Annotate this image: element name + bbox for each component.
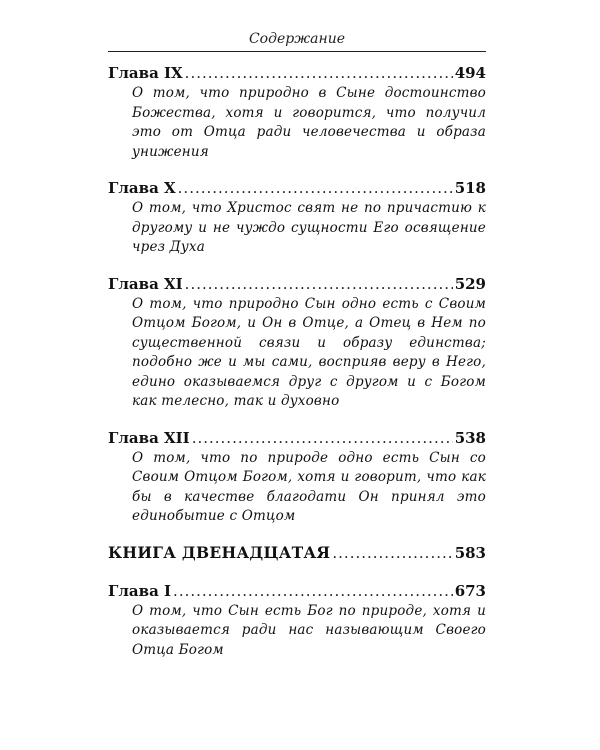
table-of-contents xyxy=(108,64,486,677)
chapter-label: Глава I xyxy=(108,581,172,600)
chapter-label: Глава X xyxy=(108,179,176,197)
chapter-description: О том, что природно Сын одно есть с Своим Отцом Богом, и Он в Отце, а Отец в Нем по существенной связи и образу единства; подобно же и мы сами, восприяв веру в Него, едино оказываемся друг с другом и с Богом как телесно, так и духовно xyxy=(132,295,486,409)
toc-entry-chapter-9 xyxy=(108,64,486,162)
toc-entry-chapter-1 xyxy=(108,582,486,661)
dot-leader xyxy=(173,582,453,600)
chapter-description: О том, что Христос свят не по причастию к другому и не чуждо сущности Его освящение чрез Духа xyxy=(132,200,486,255)
dot-leader xyxy=(178,179,453,197)
chapter-label: Глава XII xyxy=(108,428,190,447)
book-label: КНИГА ДВЕНАДЦАТАЯ xyxy=(108,542,331,562)
chapter-description: О том, что по природе одно есть Сын со Своим Отцом Богом, хотя и говорит, что как бы в качестве благодати Он принял это единобытие с Отцом xyxy=(132,449,486,524)
toc-entry-line[interactable] xyxy=(108,179,486,197)
toc-entry-line[interactable] xyxy=(108,275,486,293)
toc-entry-chapter-12 xyxy=(108,429,486,527)
toc-entry-chapter-11 xyxy=(108,275,486,412)
dot-leader xyxy=(192,429,453,447)
chapter-description: О том, что Сын есть Бог по природе, хотя и оказывается ради нас называющим Своего Отца Богом xyxy=(132,602,486,658)
toc-entry-line[interactable] xyxy=(108,429,486,447)
chapter-label: Глава XI xyxy=(108,274,183,293)
toc-entry-chapter-10 xyxy=(108,179,486,258)
running-head: Содержание xyxy=(248,31,346,47)
page-number: 583 xyxy=(454,543,486,562)
dot-leader xyxy=(185,64,453,82)
page-number: 529 xyxy=(454,274,486,293)
toc-entry-line[interactable] xyxy=(108,582,486,600)
page-number: 538 xyxy=(454,428,486,447)
page-number: 494 xyxy=(454,64,486,82)
page-number: 673 xyxy=(454,581,486,600)
page-number: 518 xyxy=(454,179,486,197)
toc-entry-book-twelve[interactable] xyxy=(108,544,486,562)
header-rule xyxy=(108,51,486,52)
chapter-description: О том, что природно в Сыне достоинство Божества, хотя и говорится, что получил это от Отца ради человечества и образа унижения xyxy=(132,85,486,160)
toc-entry-line[interactable] xyxy=(108,64,486,82)
chapter-label: Глава IX xyxy=(108,64,183,82)
dot-leader xyxy=(185,275,453,293)
dot-leader xyxy=(332,544,452,562)
